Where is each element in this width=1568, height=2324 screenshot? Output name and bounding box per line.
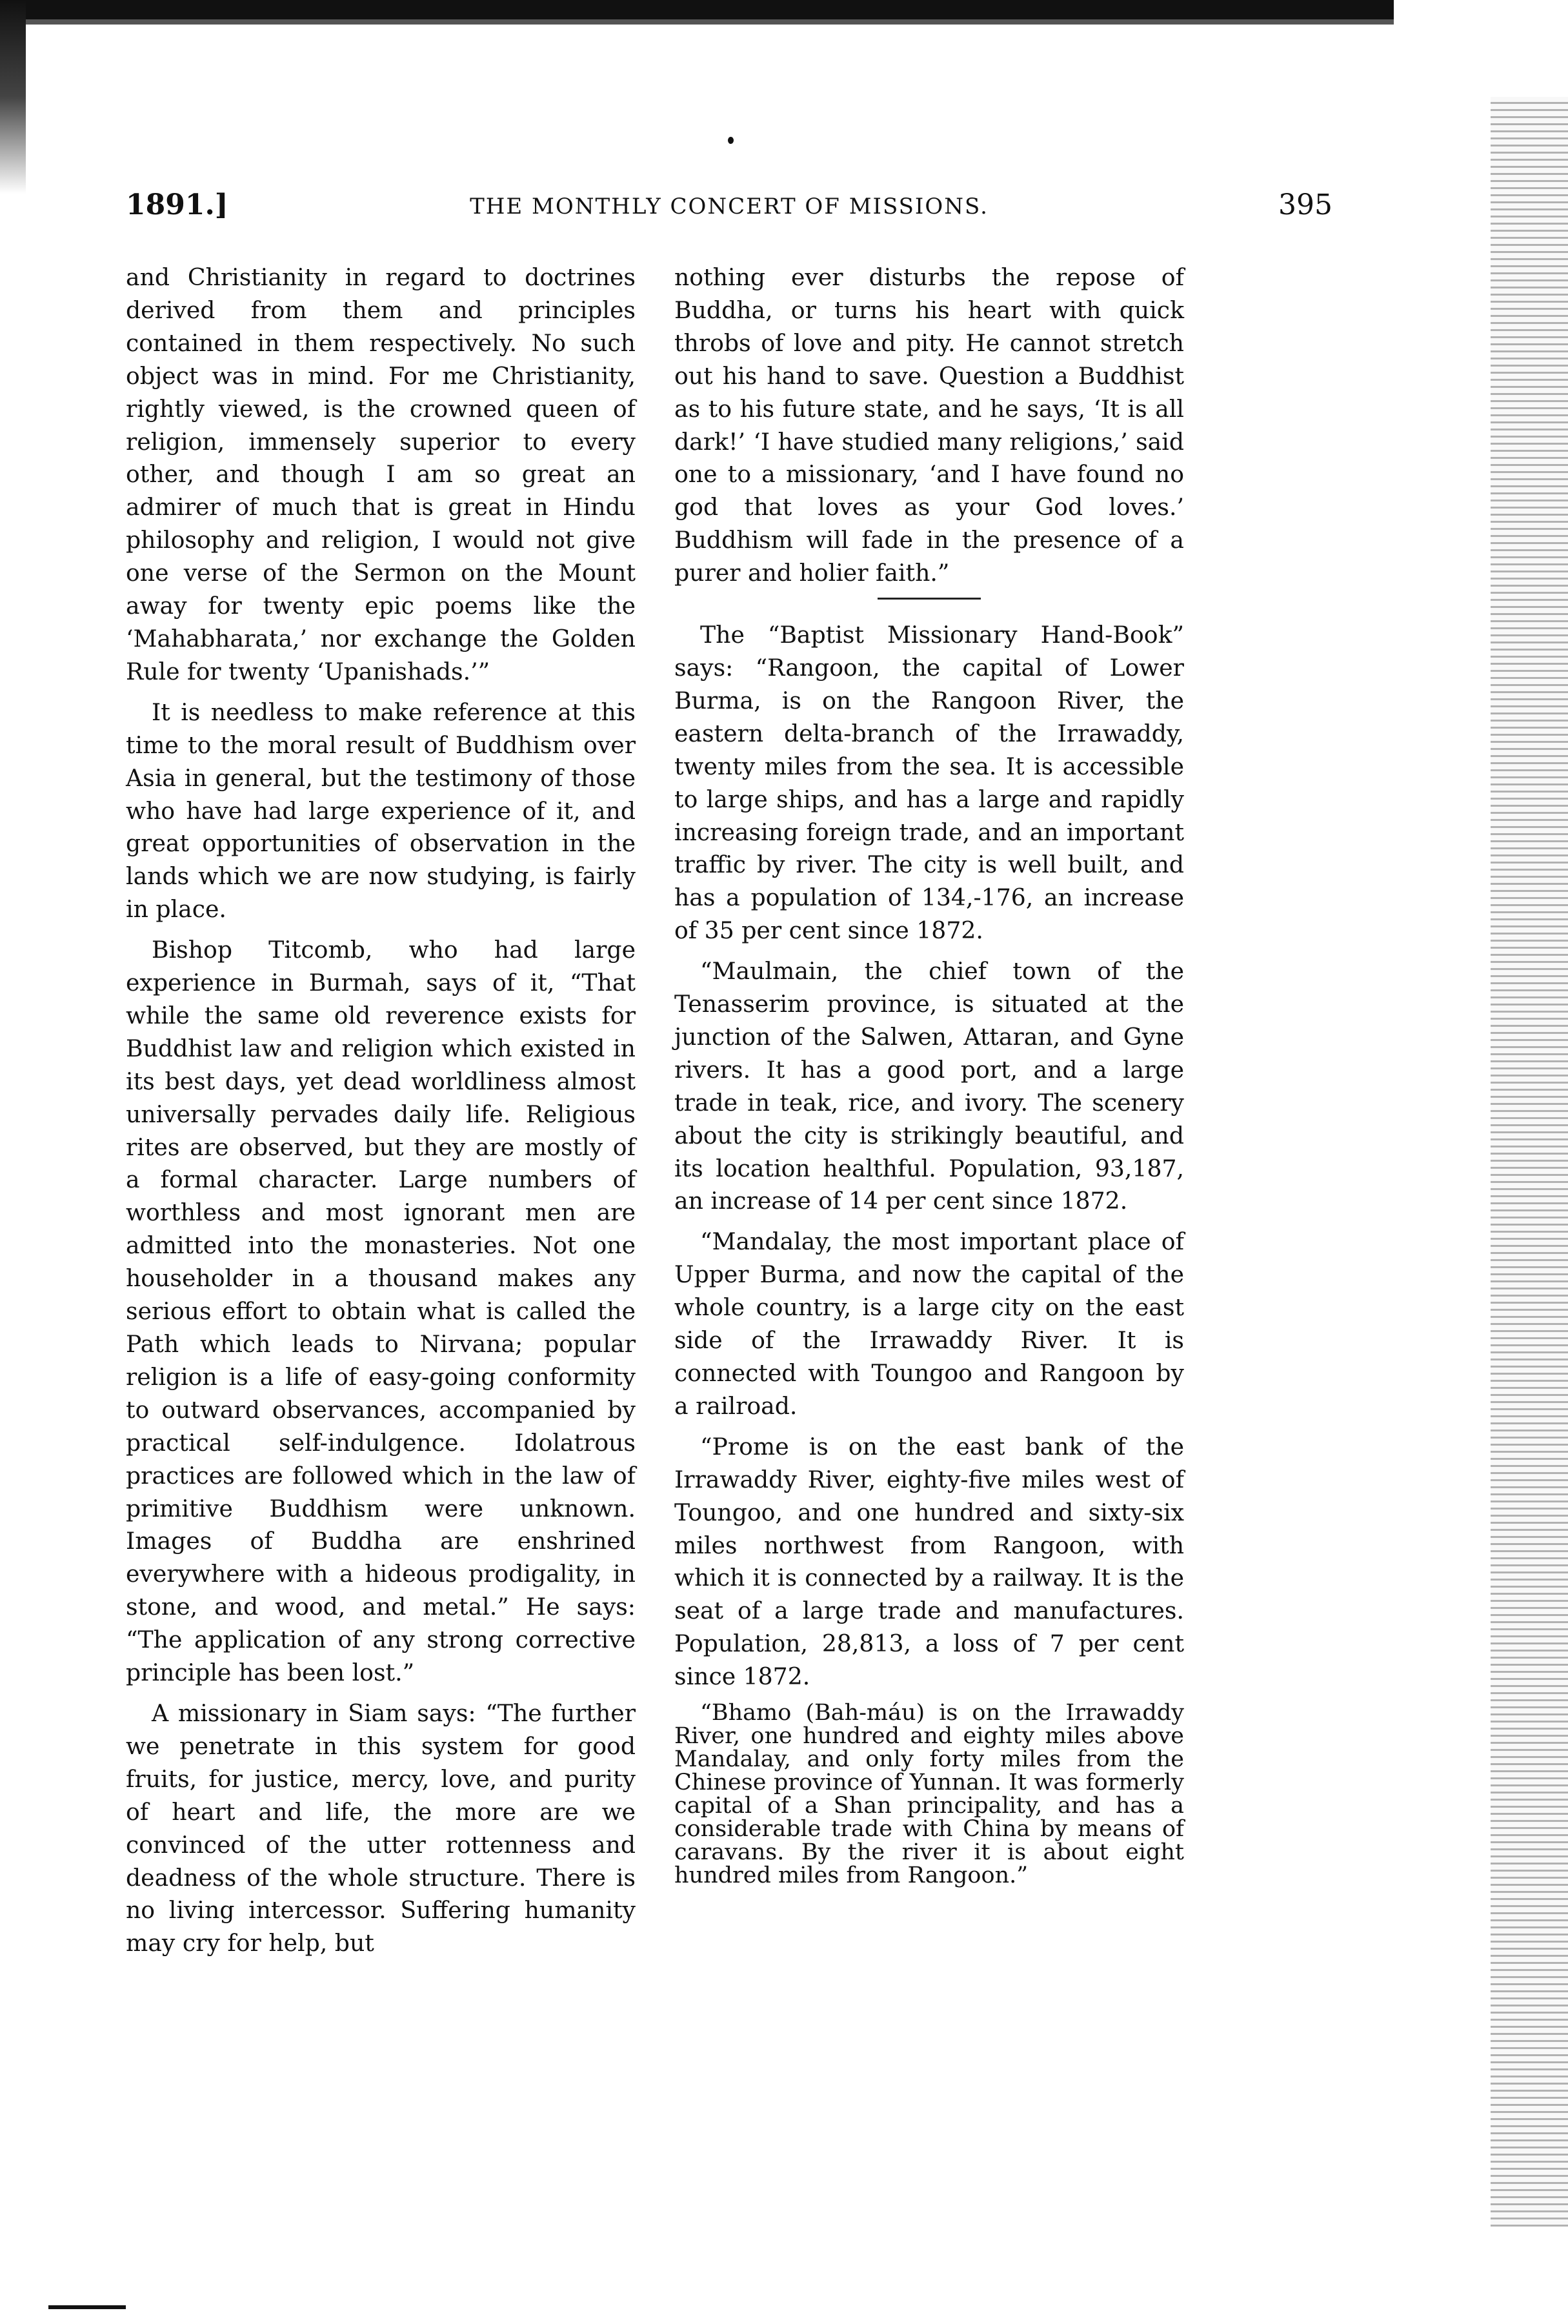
paragraph: A missionary in Siam says: “The further we penetrate in this system for good fruits, for justice, mercy, love, and purity of heart and life, the more are we convinced of the utter rottenness and deadness of the whole structure. There is no living intercessor. Suffering humanity may cry for help, but xyxy=(126,1699,636,1957)
paragraph: The “Baptist Missionary Hand-Book” says: “Rangoon, the capital of Lower Burma, is on the Rangoon River, the eastern delta-branch of the Irrawaddy, twenty miles from the sea. It is accessible to large ships, and has a large and rapidly increasing foreign trade, and an important traffic by river. The city is well built, and has a population of 134,-176, an increase of 35 per cent since 1872. xyxy=(674,621,1184,945)
scan-border-left xyxy=(0,0,26,194)
scan-noise-right-edge xyxy=(1491,97,1568,2227)
paragraph: “Maulmain, the chief town of the Tenasserim province, is situated at the junction of the Salwen, Attaran, and Gyne rivers. It has a good port, and a large trade in teak, rice, and ivory. The scenery about the city is strikingly beautiful, and its location healthful. Population, 93,187, an increase of 14 per cent since 1872. xyxy=(674,957,1184,1215)
section-divider xyxy=(878,598,981,600)
paragraph: nothing ever disturbs the repose of Buddha, or turns his heart with quick throbs of love and pity. He cannot stretch out his hand to save. Question a Buddhist as to his future state, and he says, ‘It is all dark!’ ‘I have studied many religions,’ said one to a missionary, ‘and I have found no god that loves as your God loves.’ Buddhism will fade in the presence of a purer and holier faith.” xyxy=(674,263,1184,587)
journal-title: THE MONTHLY CONCERT OF MISSIONS. xyxy=(470,194,989,219)
running-header xyxy=(126,188,1332,234)
left-column xyxy=(126,261,636,1968)
paragraph: Bishop Titcomb, who had large experience in Burmah, says of it, “That while the same old reverence exists for Buddhist law and religion which existed in its best days, yet dead worldliness almost universally pervades daily life. Religious rites are observed, but they are mostly of a formal character. Large numbers of worthless and most ignorant men are admitted into the monasteries. Not one householder in a thousand makes any serious effort to obtain what is called the Path which leads to Nirvana; popular religion is a life of easy-going conformity to outward observances, accompanied by practical self-indulgence. Idolatrous practices are followed which in the law of primitive Buddhism were unknown. Images of Buddha are enshrined everywhere with a hideous prodigality, in stone, and wood, and metal.” He says: “The application of any strong corrective principle has been lost.” xyxy=(126,936,636,1687)
paragraph: “Prome is on the east bank of the Irrawaddy River, eighty-five miles west of Toungoo, and one hundred and sixty-six miles northwest from Rangoon, with which it is connected by a railway. It is the seat of a large trade and manufactures. Population, 28,813, a loss of 7 per cent since 1872. xyxy=(674,1432,1184,1691)
paragraph: It is needless to make reference at this time to the moral result of Buddhism over Asia in general, but the testimony of those who have had large experience of it, and great opportunities of observation in the lands which we are now studying, is fairly in place. xyxy=(126,698,636,924)
page-number: 395 xyxy=(1278,188,1332,221)
right-column xyxy=(674,261,1184,1895)
header-year: 1891.] xyxy=(126,188,228,221)
ink-speck xyxy=(728,137,734,144)
paragraph: “Mandalay, the most important place of Upper Burma, and now the capital of the whole country, is a large city on the east side of the Irrawaddy River. It is connected with Toungoo and Rangoon by a railroad. xyxy=(674,1228,1184,1420)
paragraph: “Bhamo (Bah-máu) is on the Irrawaddy River, one hundred and eighty miles above Mandalay, and only forty miles from the Chinese province of Yunnan. It was formerly capital of a Shan principality, and has a considerable trade with China by means of caravans. By the river it is about eight hundred miles from Rangoon.” xyxy=(674,1700,1184,1889)
scan-border-top xyxy=(0,0,1394,32)
paragraph: and Christianity in regard to doctrines derived from them and principles contained in them respectively. No such object was in mind. For me Christianity, rightly viewed, is the crowned queen of religion, immensely superior to every other, and though I am so great an admirer of much that is great in Hindu philosophy and religion, I would not give one verse of the Sermon on the Mount away for twenty epic poems like the ‘Mahabharata,’ nor exchange the Golden Rule for twenty ‘Upanishads.’” xyxy=(126,263,636,685)
scan-mark-bottom xyxy=(48,2305,126,2309)
